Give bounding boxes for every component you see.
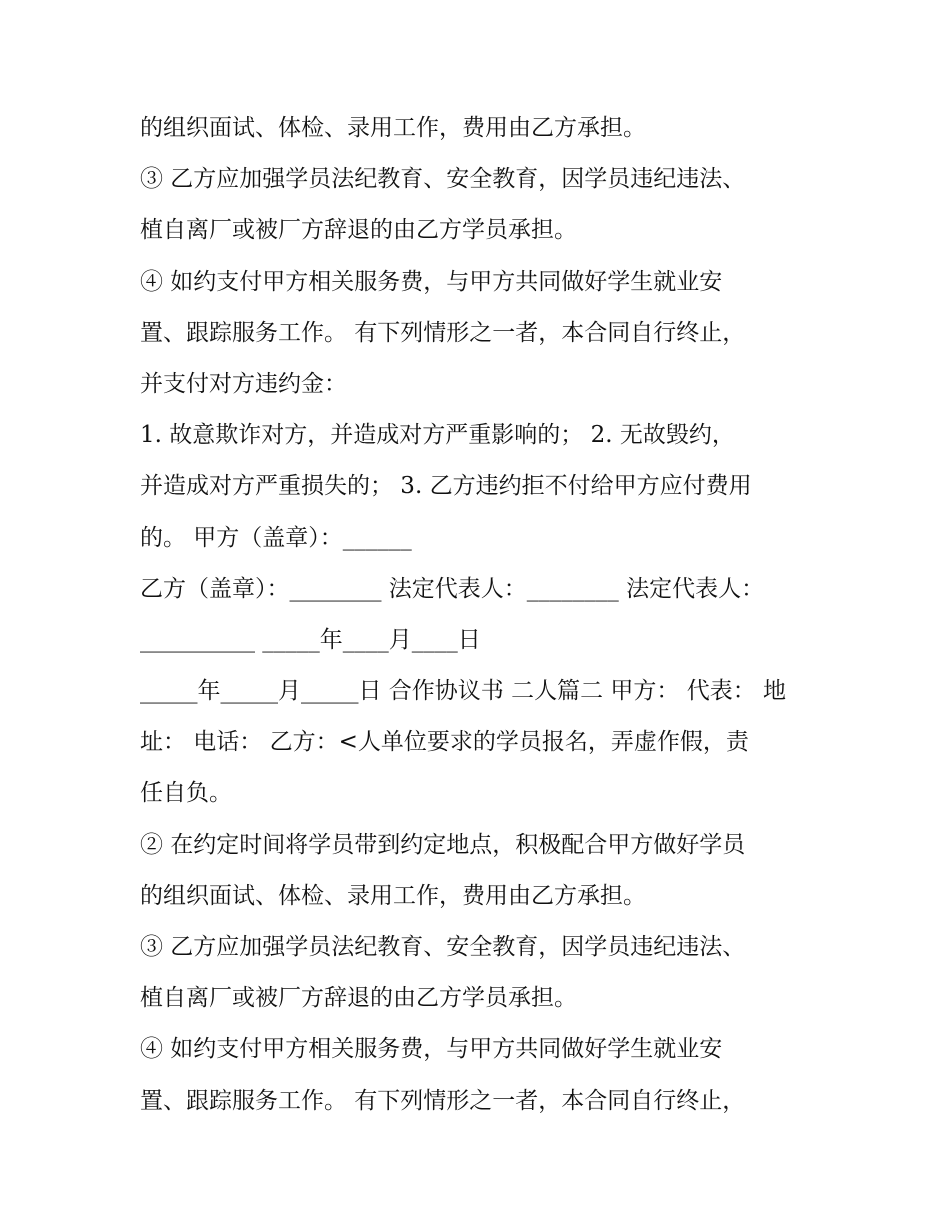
text-line: 址： 电话： 乙方：<人单位要求的学员报名，弄虚作假，责 xyxy=(140,729,749,756)
text-line: 的组织面试、体检、录用工作，费用由乙方承担。 xyxy=(140,882,646,909)
text-line: ④ 如约支付甲方相关服务费，与甲方共同做好学生就业安 xyxy=(140,1036,723,1063)
text-line: ④ 如约支付甲方相关服务费，与甲方共同做好学生就业安 xyxy=(140,268,723,295)
text-line: _____年_____月_____日 合作协议书 二人篇二 甲方： 代表： 地 xyxy=(140,678,787,705)
text-line: ③ 乙方应加强学员法纪教育、安全教育，因学员违纪违法、 xyxy=(140,934,746,960)
text-line: 1. 故意欺诈对方，并造成对方严重影响的； 2. 无故毁约， xyxy=(140,422,735,449)
text-line: ② 在约定时间将学员带到约定地点，积极配合甲方做好学员 xyxy=(140,831,746,858)
text-line: 并支付对方违约金： xyxy=(140,370,347,397)
text-line: ③ 乙方应加强学员法纪教育、安全教育，因学员违纪违法、 xyxy=(140,166,746,193)
text-line: 的组织面试、体检、录用工作，费用由乙方承担。 xyxy=(140,115,646,141)
text-line: __________ _____年____月____日 xyxy=(140,626,481,653)
text-line: 置、跟踪服务工作。 有下列情形之一者，本合同自行终止， xyxy=(140,1087,746,1114)
text-line: 任自负。 xyxy=(140,780,232,807)
text-line: 并造成对方严重损失的； 3. 乙方违约拒不付给甲方应付费用 xyxy=(140,473,752,500)
document-body xyxy=(140,103,840,1127)
text-line: 置、跟踪服务工作。 有下列情形之一者，本合同自行终止， xyxy=(140,319,746,346)
text-line: 植自离厂或被厂方辞退的由乙方学员承担。 xyxy=(140,217,577,244)
text-line: 乙方（盖章）：________ 法定代表人：________ 法定代表人： xyxy=(140,575,765,602)
text-line: 的。 甲方（盖章）：______ xyxy=(140,524,412,551)
text-line: 植自离厂或被厂方辞退的由乙方学员承担。 xyxy=(140,985,577,1012)
